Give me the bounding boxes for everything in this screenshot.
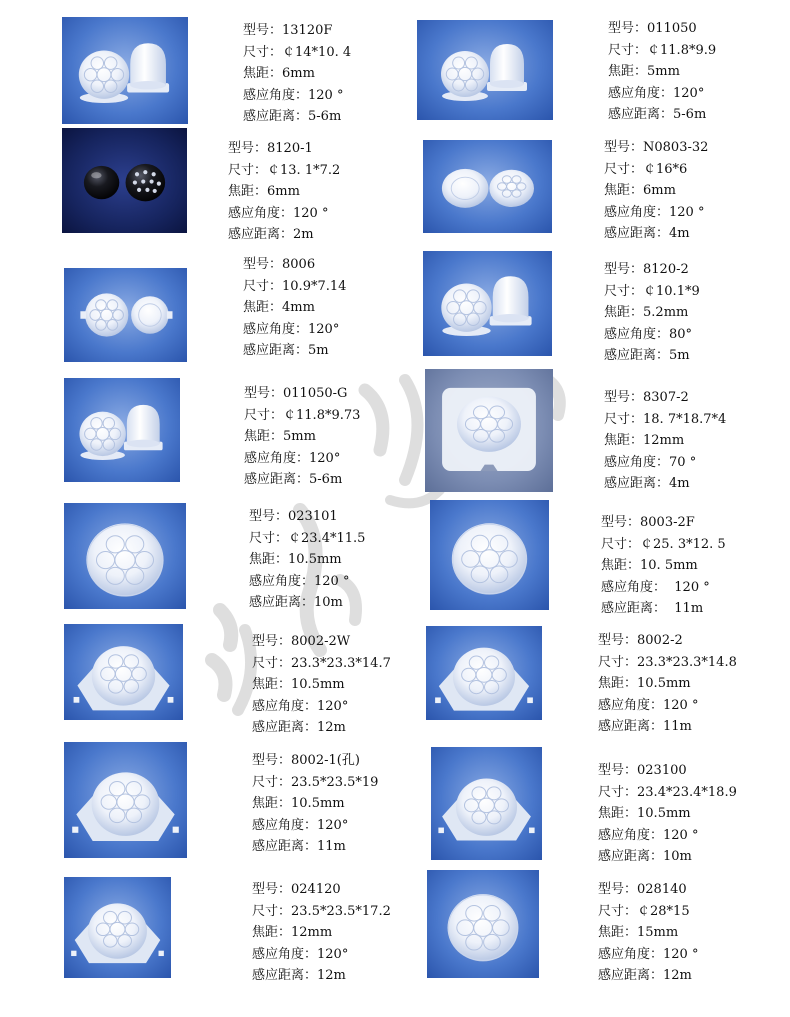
focal-label: 焦距：	[598, 925, 638, 940]
spec-focal	[243, 297, 346, 319]
angle-label: 感应角度：	[243, 321, 309, 337]
spec-angle	[598, 944, 698, 966]
flat-dome-lens-pair-icon	[423, 140, 552, 233]
spec-size	[604, 159, 708, 181]
angle-value: 120 °	[308, 87, 344, 103]
angle-label: 感应角度：	[249, 573, 315, 589]
angle-value: 120 °	[663, 697, 699, 713]
spec-range	[598, 965, 698, 987]
spec-size	[598, 782, 737, 804]
model-value: 8006	[282, 257, 316, 272]
focal-value: 10.5mm	[288, 552, 342, 567]
model-label: 型号：	[243, 257, 283, 272]
product-photo	[64, 624, 183, 720]
spec-range	[604, 223, 708, 245]
spec-angle	[598, 825, 737, 847]
product-photo	[423, 251, 552, 356]
spec-range	[244, 469, 360, 491]
product-photo	[426, 626, 542, 720]
focal-label: 焦距：	[252, 677, 292, 692]
angle-label: 感应角度：	[598, 946, 664, 962]
spec-focal	[252, 922, 391, 944]
size-label: 尺寸：	[249, 530, 289, 546]
spec-block	[244, 383, 360, 491]
range-label: 感应距离：	[598, 719, 664, 734]
spec-block	[598, 760, 737, 868]
spec-range	[249, 592, 365, 614]
model-value: 8002-2W	[291, 634, 351, 649]
size-label: 尺寸：	[598, 784, 638, 800]
spec-focal	[598, 922, 698, 944]
spec-focal	[598, 673, 737, 695]
spec-size	[249, 528, 365, 550]
size-label: 尺寸：	[604, 161, 644, 177]
spec-size	[604, 281, 700, 303]
model-label: 型号：	[243, 23, 283, 38]
angle-label: 感应角度：	[601, 579, 667, 595]
focal-value: 5mm	[647, 64, 680, 79]
spec-model	[252, 631, 391, 653]
size-value: ￠10.1*9	[643, 283, 700, 299]
spec-angle	[252, 696, 391, 718]
spec-size	[598, 901, 698, 923]
range-value: 5m	[669, 348, 690, 363]
spec-block	[598, 879, 698, 987]
spec-angle	[601, 577, 726, 599]
range-value: 2m	[293, 227, 314, 242]
size-label: 尺寸：	[244, 407, 284, 423]
focal-label: 焦距：	[598, 676, 638, 691]
product-photo	[62, 128, 187, 233]
spec-focal	[249, 549, 365, 571]
focal-value: 10.5mm	[291, 796, 345, 811]
focal-value: 10. 5mm	[640, 558, 698, 573]
size-value: ￠13. 1*7.2	[267, 162, 341, 178]
range-label: 感应距离：	[608, 107, 674, 122]
spec-focal	[252, 793, 378, 815]
spec-focal	[604, 302, 700, 324]
spec-angle	[608, 83, 716, 105]
focal-label: 焦距：	[608, 64, 648, 79]
size-label: 尺寸：	[243, 44, 283, 60]
focal-label: 焦距：	[604, 305, 644, 320]
spec-range	[608, 104, 716, 126]
range-value: 11m	[666, 601, 704, 616]
spec-size	[252, 772, 378, 794]
size-label: 尺寸：	[252, 774, 292, 790]
square-base-dome-lens-icon	[64, 877, 171, 978]
product-photo	[417, 20, 553, 120]
angle-label: 感应角度：	[252, 698, 318, 714]
focal-value: 6mm	[267, 184, 300, 199]
angle-value: 120 °	[293, 205, 329, 221]
spec-range	[228, 224, 340, 246]
product-photo	[427, 870, 539, 978]
model-label: 型号：	[598, 633, 638, 648]
range-value: 11m	[663, 719, 692, 734]
square-flat-lens-icon	[425, 369, 553, 492]
angle-label: 感应角度：	[243, 87, 309, 103]
size-value: ￠11.8*9.9	[647, 42, 717, 58]
spec-focal	[243, 63, 351, 85]
model-value: 8003-2F	[640, 515, 695, 530]
spec-model	[608, 18, 716, 40]
range-label: 感应距离：	[598, 968, 664, 983]
spec-size	[601, 534, 726, 556]
size-value: ￠23.4*11.5	[288, 530, 366, 546]
spec-angle	[252, 815, 378, 837]
spec-model	[604, 387, 726, 409]
size-value: 23.4*23.4*18.9	[637, 784, 737, 800]
angle-label: 感应角度：	[252, 946, 318, 962]
model-value: 011050	[647, 21, 697, 36]
spec-size	[252, 653, 391, 675]
focal-value: 6mm	[282, 66, 315, 81]
model-label: 型号：	[228, 141, 268, 156]
angle-value: 70 °	[669, 454, 697, 470]
range-label: 感应距离：	[604, 476, 670, 491]
angle-label: 感应角度：	[604, 326, 670, 342]
focal-label: 焦距：	[604, 183, 644, 198]
model-label: 型号：	[252, 882, 292, 897]
range-value: 5-6m	[673, 107, 707, 122]
size-value: ￠11.8*9.73	[283, 407, 361, 423]
spec-model	[243, 254, 346, 276]
spec-angle	[252, 944, 391, 966]
spec-model	[598, 760, 737, 782]
size-value: 23.5*23.5*17.2	[291, 903, 391, 919]
spec-model	[249, 506, 365, 528]
angle-value: 120 °	[663, 827, 699, 843]
spec-angle	[228, 203, 340, 225]
angle-value: 120°	[673, 85, 705, 101]
range-value: 5-6m	[308, 109, 342, 124]
product-photo	[425, 369, 553, 492]
dome-and-cap-lens-icon	[64, 378, 180, 482]
spec-range	[604, 473, 726, 495]
size-label: 尺寸：	[243, 278, 283, 294]
range-value: 11m	[317, 839, 346, 854]
angle-value: 80°	[669, 326, 693, 342]
spec-block	[604, 259, 700, 367]
spec-focal	[601, 555, 726, 577]
model-label: 型号：	[604, 262, 644, 277]
spec-range	[243, 106, 351, 128]
spec-angle	[598, 695, 737, 717]
size-value: ￠14*10. 4	[282, 44, 352, 60]
range-label: 感应距离：	[228, 227, 294, 242]
model-value: 023100	[637, 763, 687, 778]
square-base-dome-lens-icon	[426, 626, 542, 720]
range-label: 感应距离：	[604, 226, 670, 241]
spec-focal	[604, 430, 726, 452]
angle-label: 感应角度：	[598, 697, 664, 713]
focal-value: 6mm	[643, 183, 676, 198]
focal-label: 焦距：	[252, 925, 292, 940]
focal-value: 4mm	[282, 300, 315, 315]
spec-model	[252, 879, 391, 901]
spec-size	[598, 652, 737, 674]
spec-size	[252, 901, 391, 923]
product-photo	[64, 268, 187, 362]
spec-block	[601, 512, 726, 620]
dome-and-cap-lens-icon	[423, 251, 552, 356]
focal-value: 12mm	[643, 433, 685, 448]
range-value: 4m	[669, 476, 690, 491]
focal-label: 焦距：	[244, 429, 284, 444]
size-label: 尺寸：	[598, 654, 638, 670]
angle-label: 感应角度：	[244, 450, 310, 466]
model-label: 型号：	[244, 386, 284, 401]
size-label: 尺寸：	[608, 42, 648, 58]
angle-value: 120 °	[669, 204, 705, 220]
spec-range	[598, 716, 737, 738]
model-value: 011050-G	[283, 386, 348, 401]
focal-label: 焦距：	[243, 300, 283, 315]
range-value: 12m	[317, 968, 346, 983]
product-photo	[64, 378, 180, 482]
spec-angle	[243, 319, 346, 341]
spec-model	[228, 138, 340, 160]
size-label: 尺寸：	[252, 655, 292, 671]
spec-model	[604, 137, 708, 159]
range-label: 感应距离：	[604, 348, 670, 363]
size-value: ￠16*6	[643, 161, 688, 177]
angle-value: 120°	[317, 698, 349, 714]
spec-range	[604, 345, 700, 367]
spec-angle	[604, 452, 726, 474]
product-photo	[423, 140, 552, 233]
spec-block	[243, 254, 346, 362]
model-value: 8002-2	[637, 633, 683, 648]
size-value: 10.9*7.14	[282, 278, 347, 294]
spec-focal	[598, 803, 737, 825]
spec-model	[244, 383, 360, 405]
square-base-dome-lens-icon	[431, 747, 542, 860]
angle-label: 感应角度：	[252, 817, 318, 833]
range-label: 感应距离：	[252, 720, 318, 735]
spec-size	[608, 40, 716, 62]
spec-range	[601, 598, 726, 620]
large-dome-lens-icon	[430, 500, 549, 610]
model-label: 型号：	[249, 509, 289, 524]
spec-angle	[243, 85, 351, 107]
model-label: 型号：	[604, 140, 644, 155]
spec-angle	[604, 324, 700, 346]
product-photo	[64, 877, 171, 978]
spec-block	[252, 879, 391, 987]
spec-size	[243, 276, 346, 298]
model-label: 型号：	[601, 515, 641, 530]
size-label: 尺寸：	[228, 162, 268, 178]
spec-range	[243, 340, 346, 362]
spec-model	[243, 20, 351, 42]
spec-model	[598, 630, 737, 652]
focal-label: 焦距：	[228, 184, 268, 199]
angle-label: 感应角度：	[598, 827, 664, 843]
spec-block	[249, 506, 365, 614]
size-value: 18. 7*18.7*4	[643, 411, 727, 427]
focal-value: 15mm	[637, 925, 679, 940]
spec-model	[601, 512, 726, 534]
range-label: 感应距离：	[601, 601, 667, 616]
spec-block	[604, 387, 726, 495]
model-label: 型号：	[598, 763, 638, 778]
focal-value: 5.2mm	[643, 305, 689, 320]
range-value: 5m	[308, 343, 329, 358]
model-value: 8120-1	[267, 141, 313, 156]
spec-angle	[249, 571, 365, 593]
spec-range	[598, 846, 737, 868]
angle-value: 120°	[317, 817, 349, 833]
size-label: 尺寸：	[604, 411, 644, 427]
spec-model	[252, 750, 378, 772]
angle-label: 感应角度：	[604, 454, 670, 470]
spec-angle	[244, 448, 360, 470]
model-value: 024120	[291, 882, 341, 897]
model-value: 8307-2	[643, 390, 689, 405]
range-label: 感应距离：	[598, 849, 664, 864]
angle-label: 感应角度：	[228, 205, 294, 221]
range-value: 12m	[317, 720, 346, 735]
range-label: 感应距离：	[252, 968, 318, 983]
spec-block	[228, 138, 340, 246]
spec-block	[604, 137, 708, 245]
product-photo	[64, 503, 186, 609]
focal-label: 焦距：	[252, 796, 292, 811]
spec-block	[608, 18, 716, 126]
spec-focal	[252, 674, 391, 696]
square-base-dome-lens-icon	[64, 742, 187, 858]
model-value: 8002-1(孔)	[291, 753, 360, 768]
angle-label: 感应角度：	[608, 85, 674, 101]
spec-angle	[604, 202, 708, 224]
black-dome-lens-icon	[62, 128, 187, 233]
spec-focal	[608, 61, 716, 83]
spec-focal	[604, 180, 708, 202]
spec-range	[252, 965, 391, 987]
spec-model	[598, 879, 698, 901]
size-value: 23.3*23.3*14.7	[291, 655, 391, 671]
spec-block	[252, 631, 391, 739]
spec-size	[243, 42, 351, 64]
spec-size	[604, 409, 726, 431]
range-label: 感应距离：	[243, 343, 309, 358]
focal-value: 5mm	[283, 429, 316, 444]
spec-size	[228, 160, 340, 182]
size-value: ￠28*15	[637, 903, 690, 919]
dome-and-cap-lens-icon	[417, 20, 553, 120]
angle-value: 120 °	[314, 573, 350, 589]
model-label: 型号：	[252, 753, 292, 768]
large-dome-lens-icon	[64, 503, 186, 609]
range-label: 感应距离：	[244, 472, 310, 487]
model-value: 023101	[288, 509, 338, 524]
model-label: 型号：	[604, 390, 644, 405]
model-value: 8120-2	[643, 262, 689, 277]
dome-and-cap-lens-icon	[62, 17, 188, 124]
square-base-dome-lens-icon	[64, 624, 183, 720]
spec-size	[244, 405, 360, 427]
focal-value: 10.5mm	[291, 677, 345, 692]
range-value: 12m	[663, 968, 692, 983]
angle-value: 120°	[309, 450, 341, 466]
size-value: 23.3*23.3*14.8	[637, 654, 737, 670]
range-label: 感应距离：	[249, 595, 315, 610]
model-label: 型号：	[252, 634, 292, 649]
spec-range	[252, 717, 391, 739]
product-photo	[64, 742, 187, 858]
model-value: 13120F	[282, 23, 333, 38]
model-label: 型号：	[608, 21, 648, 36]
focal-value: 12mm	[291, 925, 333, 940]
size-value: 23.5*23.5*19	[291, 774, 379, 790]
size-label: 尺寸：	[601, 536, 641, 552]
range-value: 10m	[663, 849, 692, 864]
large-dome-lens-icon	[427, 870, 539, 978]
range-label: 感应距离：	[252, 839, 318, 854]
model-value: 028140	[637, 882, 687, 897]
focal-label: 焦距：	[243, 66, 283, 81]
focal-label: 焦距：	[598, 806, 638, 821]
spec-range	[252, 836, 378, 858]
product-photo	[62, 17, 188, 124]
spec-focal	[228, 181, 340, 203]
spec-model	[604, 259, 700, 281]
model-label: 型号：	[598, 882, 638, 897]
size-label: 尺寸：	[252, 903, 292, 919]
range-value: 4m	[669, 226, 690, 241]
spec-block	[598, 630, 737, 738]
spec-block	[252, 750, 378, 858]
angle-value: 120 °	[666, 579, 710, 595]
focal-label: 焦距：	[604, 433, 644, 448]
angle-value: 120°	[308, 321, 340, 337]
range-value: 10m	[314, 595, 343, 610]
focal-label: 焦距：	[601, 558, 641, 573]
model-value: N0803-32	[643, 140, 709, 155]
spec-focal	[244, 426, 360, 448]
angle-label: 感应角度：	[604, 204, 670, 220]
angle-value: 120 °	[663, 946, 699, 962]
size-label: 尺寸：	[598, 903, 638, 919]
range-label: 感应距离：	[243, 109, 309, 124]
flat-lens-pair-icon	[64, 268, 187, 362]
size-label: 尺寸：	[604, 283, 644, 299]
spec-block	[243, 20, 351, 128]
product-photo	[430, 500, 549, 610]
size-value: ￠25. 3*12. 5	[640, 536, 726, 552]
angle-value: 120°	[317, 946, 349, 962]
range-value: 5-6m	[309, 472, 343, 487]
focal-label: 焦距：	[249, 552, 289, 567]
focal-value: 10.5mm	[637, 806, 691, 821]
product-photo	[431, 747, 542, 860]
focal-value: 10.5mm	[637, 676, 691, 691]
